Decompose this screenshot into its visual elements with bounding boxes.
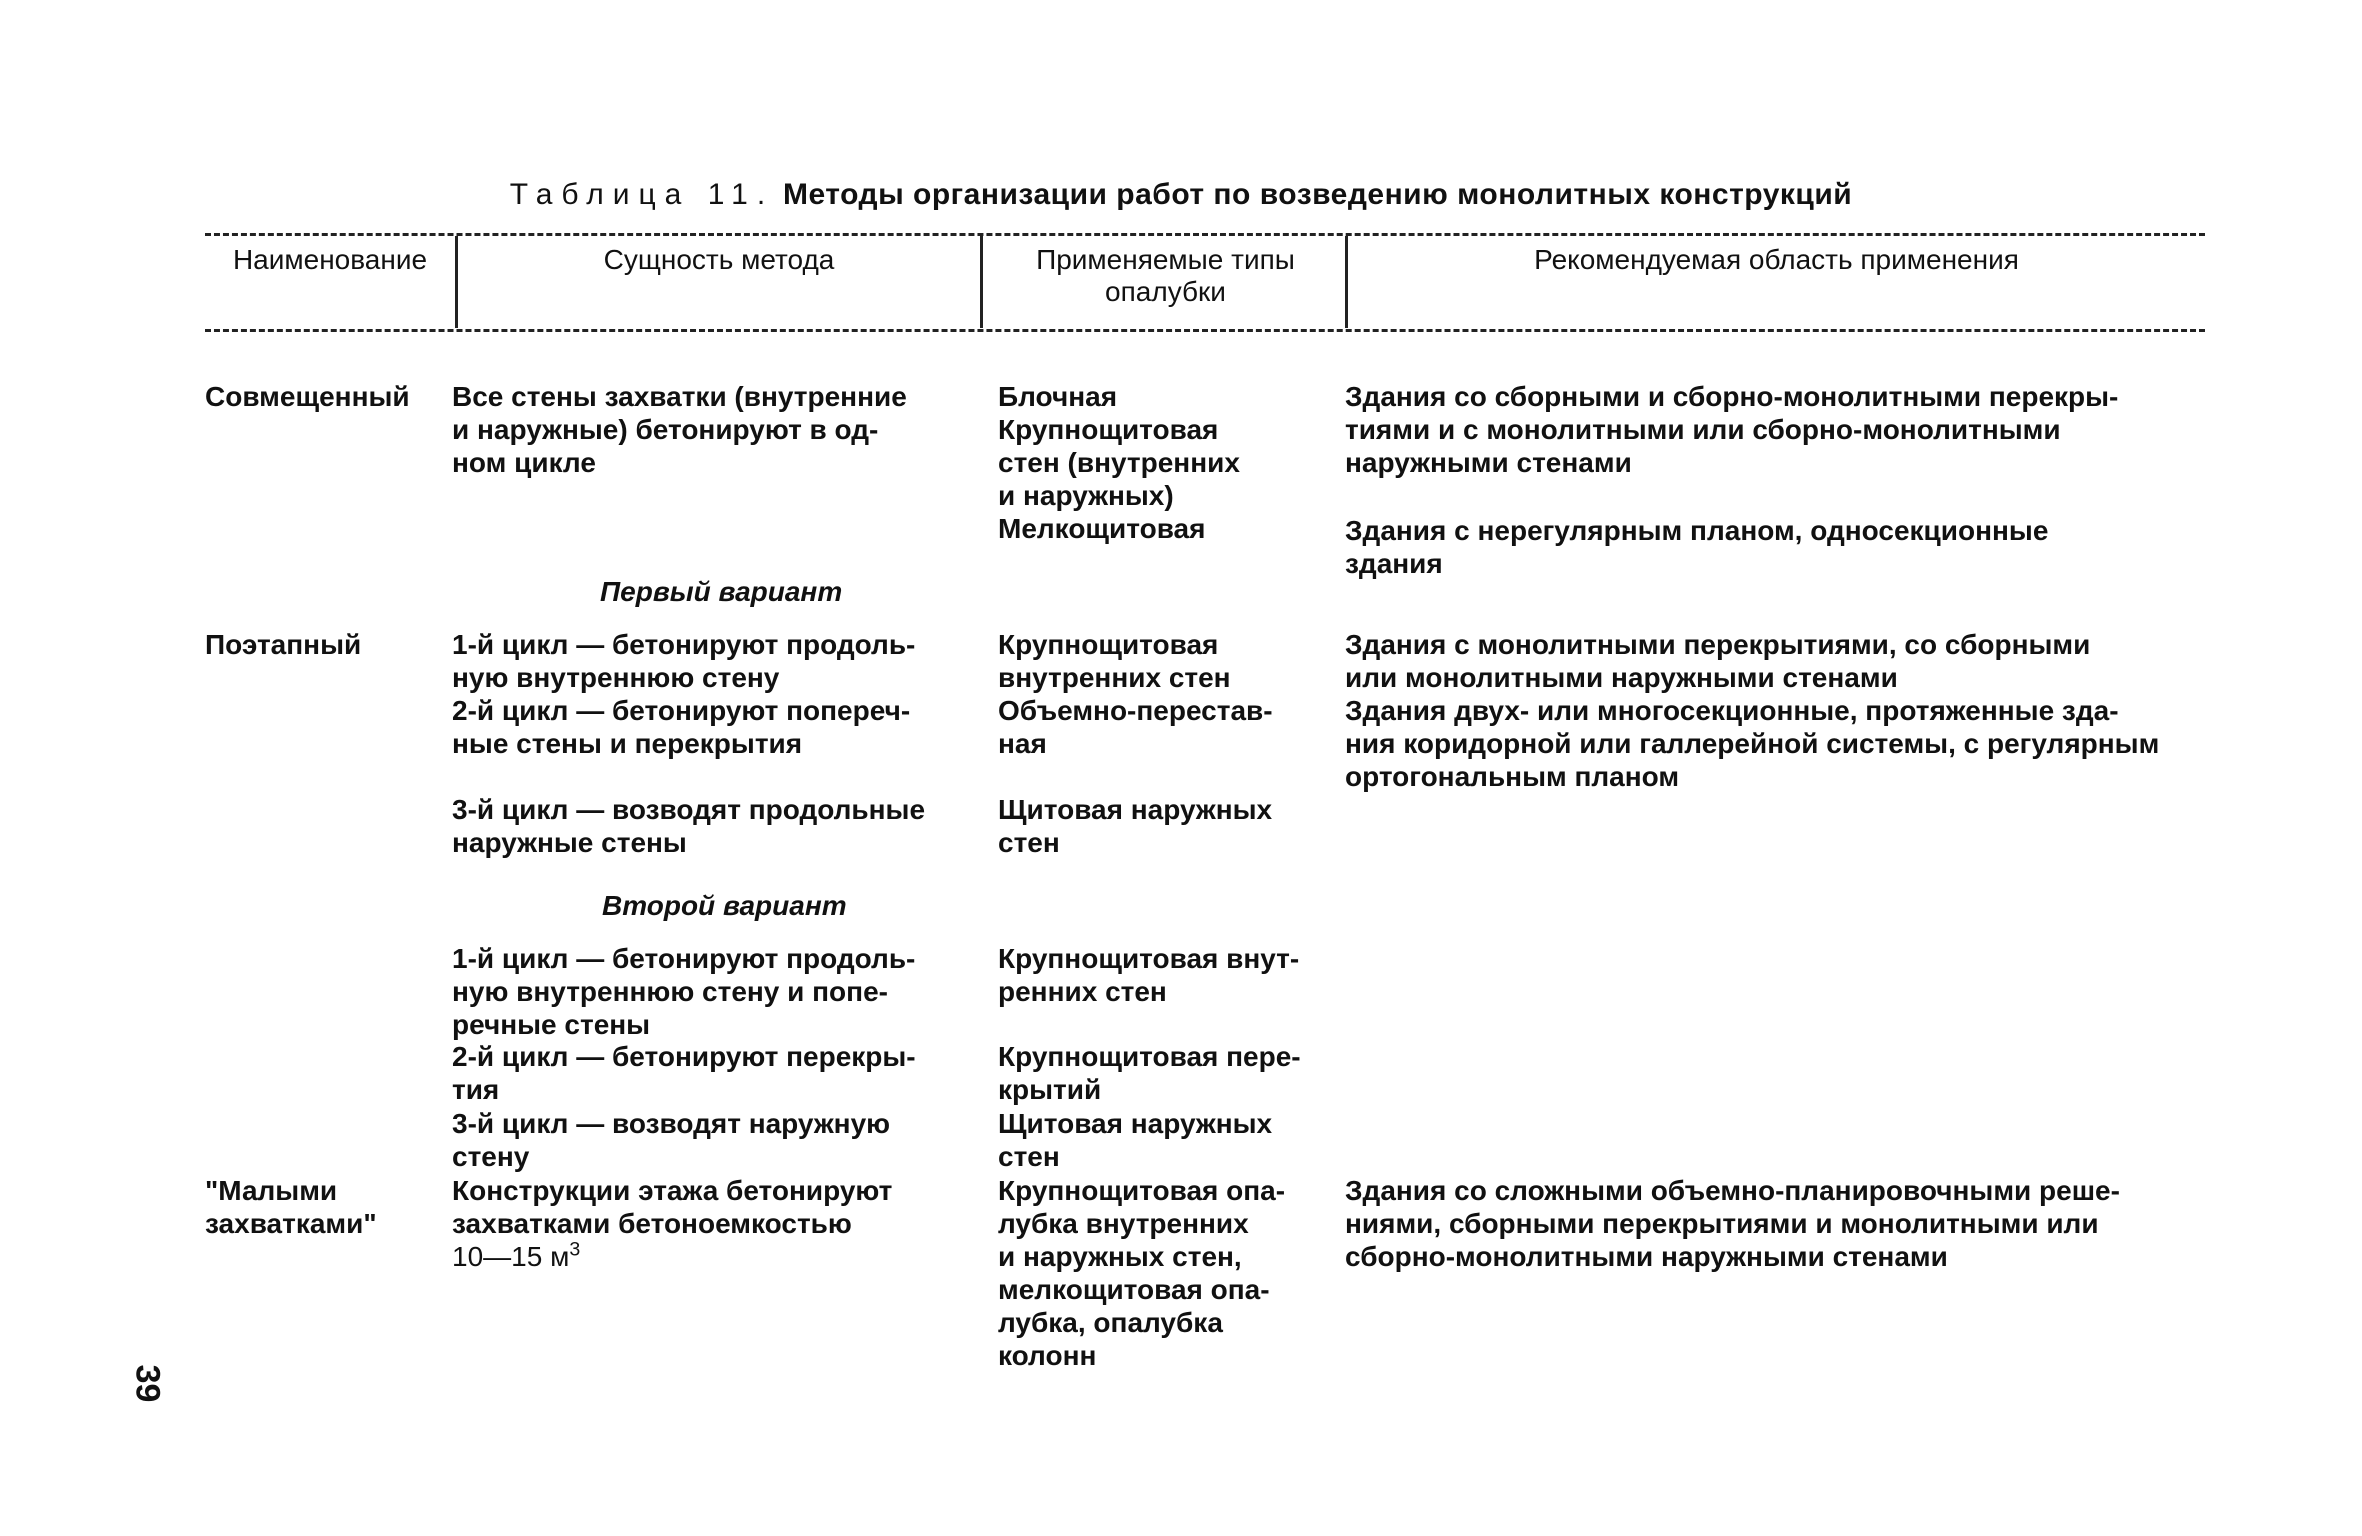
- row-staged-cycle2: 2-й цикл — бетонируют попереч- ные стены и перекрытия: [452, 695, 911, 759]
- row-small-area: Здания со сложными объемно-планировочными реше- ниями, сборными перекрытиями и монолитными или сборно-монолитными наружными стенами: [1345, 1175, 2120, 1272]
- row-staged-area-a: Здания с монолитными перекрытиями, со сборными или монолитными наружными стенами: [1345, 629, 2091, 693]
- row-staged-name: Поэтапный: [205, 629, 362, 660]
- row-staged2-cycle3: 3-й цикл — возводят наружную стену: [452, 1108, 891, 1172]
- variant-second-heading: Второй вариант: [602, 890, 847, 921]
- row-staged-cycle3: 3-й цикл — возводят продольные наружные стены: [452, 794, 926, 858]
- row-staged2-formwork2: Крупнощитовая пере- крытий: [998, 1041, 1301, 1105]
- header-area: Рекомендуемая область применения: [1534, 244, 2019, 275]
- row-staged2-formwork3: Щитовая наружных стен: [998, 1108, 1273, 1172]
- row-combined-formwork-a: Блочная Крупнощитовая стен (внутренних и наружных): [998, 381, 1240, 511]
- header-essence: Сущность метода: [603, 244, 835, 275]
- row-combined-essence: Все стены захватки (внутренние и наружные) бетонируют в од- ном цикле: [452, 381, 907, 478]
- row-combined-area-a: Здания со сборными и сборно-монолитными перекры- тиями и с монолитными или сборно-монолитными наружными стенами: [1345, 381, 2119, 478]
- row-staged-cycle1: 1-й цикл — бетонируют продоль- ную внутреннюю стену: [452, 629, 916, 693]
- row-combined-area-b: Здания с нерегулярным планом, односекционные здания: [1345, 515, 2049, 579]
- page-number: 39: [128, 1364, 167, 1403]
- row-combined-formwork-b: Мелкощитовая: [998, 513, 1206, 544]
- row-staged-formwork1: Крупнощитовая внутренних стен: [998, 629, 1231, 693]
- variant-first-heading: Первый вариант: [600, 576, 843, 607]
- header-top-rule: [205, 233, 2205, 236]
- row-small-name: "Малыми захватками": [205, 1175, 377, 1239]
- header-name: Наименование: [232, 244, 428, 275]
- row-staged2-formwork1: Крупнощитовая внут- ренних стен: [998, 943, 1300, 1007]
- row-staged-formwork2: Объемно-перестав- ная: [998, 695, 1273, 759]
- header-divider-2: [980, 236, 983, 328]
- row-small-volume: [452, 1240, 580, 1273]
- table-title: Методы организации работ по возведению монолитных конструкций: [783, 178, 1853, 211]
- header-bottom-rule: [205, 329, 2205, 332]
- table-caption: [0, 178, 2362, 212]
- table-label: Таблица 11.: [509, 178, 775, 211]
- row-staged2-cycle1: 1-й цикл — бетонируют продоль- ную внутреннюю стену и попе- речные стены: [452, 943, 916, 1040]
- row-staged-area-b: Здания двух- или многосекционные, протяженные зда- ния коридорной или галлерейной системы, с регулярным ортогональным планом: [1345, 695, 2160, 792]
- row-small-essence: Конструкции этажа бетонируют захватками бетоноемкостью: [452, 1175, 893, 1239]
- row-small-volume-value: 10—15 м: [452, 1241, 570, 1272]
- row-small-formwork: Крупнощитовая опа- лубка внутренних и наружных стен, мелкощитовая опа- лубка, опалубка колонн: [998, 1175, 1286, 1371]
- row-combined-name: Совмещенный: [205, 381, 410, 412]
- row-small-volume-unit-exponent: 3: [569, 1238, 581, 1261]
- row-staged-formwork3: Щитовая наружных стен: [998, 794, 1273, 858]
- header-formwork: Применяемые типы опалубки: [1036, 244, 1295, 307]
- row-staged2-cycle2: 2-й цикл — бетонируют перекры- тия: [452, 1041, 916, 1105]
